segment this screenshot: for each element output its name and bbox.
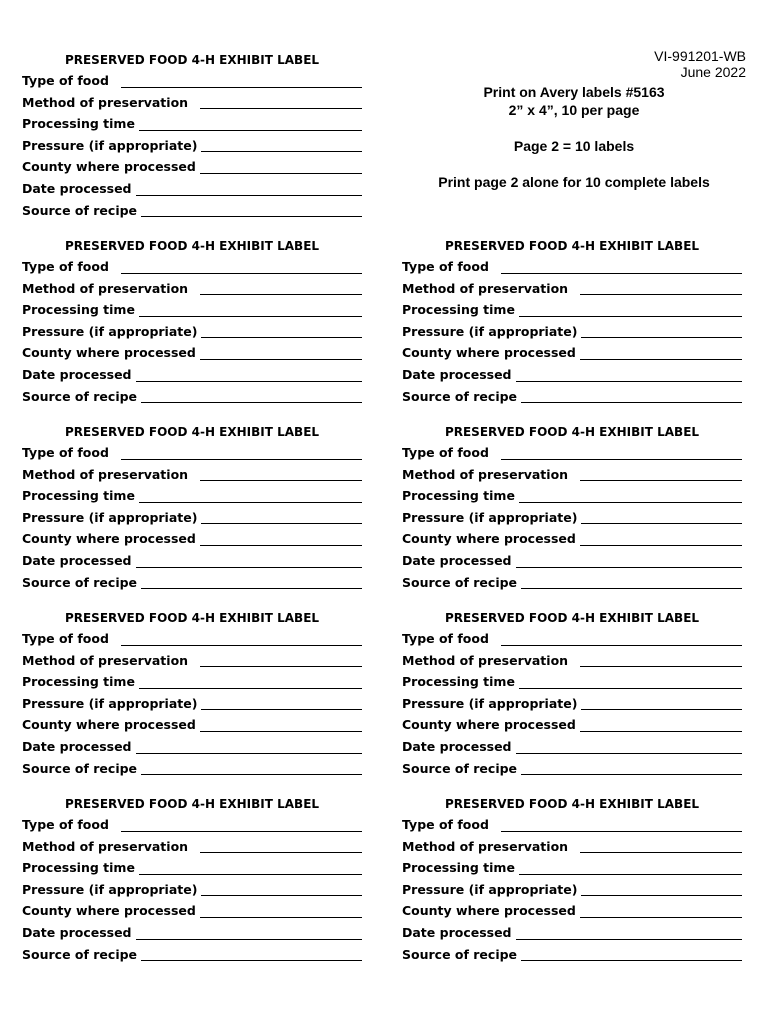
method-of-preservation-field[interactable]: [580, 652, 742, 667]
date-processed-label: Date processed: [402, 552, 512, 568]
method-of-preservation-field[interactable]: [580, 838, 742, 853]
date-processed-label: Date processed: [402, 366, 512, 382]
processing-time-label: Processing time: [22, 674, 135, 690]
source-of-recipe-field[interactable]: [141, 202, 362, 217]
processing-time-field[interactable]: [139, 488, 362, 503]
pressure-label: Pressure (if appropriate): [22, 509, 198, 525]
source-of-recipe-row: [22, 758, 362, 780]
type-of-food-row: [402, 628, 742, 650]
pressure-field[interactable]: [201, 881, 362, 896]
date-processed-label: Date processed: [22, 552, 132, 568]
processing-time-row: [22, 299, 362, 321]
pressure-label: Pressure (if appropriate): [22, 323, 198, 339]
county-field[interactable]: [200, 345, 362, 360]
processing-time-label: Processing time: [402, 674, 515, 690]
pressure-field[interactable]: [581, 509, 742, 524]
date-processed-field[interactable]: [136, 925, 362, 940]
processing-time-row: [402, 485, 742, 507]
method-of-preservation-row: [22, 92, 362, 114]
date-processed-label: Date processed: [402, 924, 512, 940]
pressure-row: [402, 507, 742, 529]
pressure-field[interactable]: [201, 323, 362, 338]
county-label: County where processed: [22, 903, 196, 919]
source-of-recipe-field[interactable]: [521, 946, 742, 961]
county-row: [22, 528, 362, 550]
method-of-preservation-row: [22, 464, 362, 486]
processing-time-label: Processing time: [22, 488, 135, 504]
county-row: [22, 900, 362, 922]
method-of-preservation-field[interactable]: [200, 280, 362, 295]
county-row: [402, 528, 742, 550]
source-of-recipe-row: [402, 572, 742, 594]
pressure-label: Pressure (if appropriate): [22, 137, 198, 153]
processing-time-row: [402, 299, 742, 321]
pressure-field[interactable]: [581, 695, 742, 710]
method-of-preservation-field[interactable]: [200, 94, 362, 109]
pressure-label: Pressure (if appropriate): [402, 881, 578, 897]
processing-time-field[interactable]: [139, 302, 362, 317]
type-of-food-label: Type of food: [402, 445, 489, 460]
county-row: [22, 156, 362, 178]
exhibit-label: [402, 236, 742, 407]
source-of-recipe-label: Source of recipe: [402, 760, 518, 776]
type-of-food-label: Type of food: [402, 631, 489, 646]
processing-time-field[interactable]: [139, 116, 362, 131]
source-of-recipe-field[interactable]: [141, 574, 362, 589]
county-field[interactable]: [200, 903, 362, 918]
method-of-preservation-label: Method of preservation: [22, 280, 189, 296]
date-processed-field[interactable]: [136, 181, 362, 196]
county-row: [402, 714, 742, 736]
pressure-row: [22, 693, 362, 715]
method-of-preservation-field[interactable]: [200, 652, 362, 667]
type-of-food-row: [22, 442, 362, 464]
method-of-preservation-row: [22, 836, 362, 858]
date-processed-field[interactable]: [516, 367, 742, 382]
label-title: PRESERVED FOOD 4-H EXHIBIT LABEL: [64, 611, 320, 625]
source-of-recipe-row: [402, 944, 742, 966]
processing-time-row: [402, 671, 742, 693]
type-of-food-row: [22, 70, 362, 92]
method-of-preservation-label: Method of preservation: [22, 466, 189, 482]
source-of-recipe-label: Source of recipe: [22, 388, 138, 404]
processing-time-label: Processing time: [402, 860, 515, 876]
document-header: [654, 48, 746, 80]
pressure-row: [22, 879, 362, 901]
pressure-row: [402, 321, 742, 343]
processing-time-label: Processing time: [22, 860, 135, 876]
processing-time-row: [22, 485, 362, 507]
source-of-recipe-label: Source of recipe: [22, 574, 138, 590]
type-of-food-field[interactable]: [501, 631, 742, 646]
processing-time-field[interactable]: [139, 674, 362, 689]
exhibit-label: [22, 236, 362, 407]
pressure-field[interactable]: [581, 323, 742, 338]
source-of-recipe-label: Source of recipe: [402, 388, 518, 404]
pressure-label: Pressure (if appropriate): [402, 695, 578, 711]
county-row: [22, 342, 362, 364]
county-label: County where processed: [402, 531, 576, 547]
source-of-recipe-row: [402, 758, 742, 780]
processing-time-row: [22, 857, 362, 879]
label-title: PRESERVED FOOD 4-H EXHIBIT LABEL: [64, 239, 320, 253]
processing-time-field[interactable]: [519, 302, 742, 317]
source-of-recipe-field[interactable]: [521, 388, 742, 403]
processing-time-field[interactable]: [139, 860, 362, 875]
county-row: [402, 900, 742, 922]
method-of-preservation-field[interactable]: [200, 466, 362, 481]
pressure-label: Pressure (if appropriate): [22, 881, 198, 897]
method-of-preservation-label: Method of preservation: [402, 466, 569, 482]
county-field[interactable]: [580, 345, 742, 360]
date-processed-row: [22, 922, 362, 944]
method-of-preservation-label: Method of preservation: [402, 838, 569, 854]
date-processed-row: [22, 550, 362, 572]
document-date: June 2022: [680, 64, 746, 80]
type-of-food-row: [402, 442, 742, 464]
type-of-food-row: [22, 814, 362, 836]
county-field[interactable]: [200, 159, 362, 174]
date-processed-row: [402, 550, 742, 572]
date-processed-field[interactable]: [136, 553, 362, 568]
type-of-food-field[interactable]: [501, 817, 742, 832]
processing-time-row: [22, 671, 362, 693]
label-title: PRESERVED FOOD 4-H EXHIBIT LABEL: [64, 425, 320, 439]
pressure-field[interactable]: [201, 137, 362, 152]
pressure-row: [22, 507, 362, 529]
date-processed-field[interactable]: [516, 739, 742, 754]
exhibit-label: [402, 608, 742, 779]
source-of-recipe-label: Source of recipe: [22, 760, 138, 776]
type-of-food-row: [22, 256, 362, 278]
print-instruction-size: 2” x 4”, 10 per page: [508, 102, 640, 118]
county-label: County where processed: [22, 345, 196, 361]
date-processed-label: Date processed: [22, 924, 132, 940]
type-of-food-label: Type of food: [402, 817, 489, 832]
type-of-food-label: Type of food: [22, 73, 109, 88]
pressure-label: Pressure (if appropriate): [402, 509, 578, 525]
county-label: County where processed: [22, 531, 196, 547]
source-of-recipe-label: Source of recipe: [402, 574, 518, 590]
date-processed-field[interactable]: [516, 925, 742, 940]
county-label: County where processed: [22, 717, 196, 733]
pressure-field[interactable]: [201, 695, 362, 710]
processing-time-field[interactable]: [519, 488, 742, 503]
type-of-food-label: Type of food: [22, 445, 109, 460]
document-code: VI-991201-WB: [654, 48, 746, 64]
label-title: PRESERVED FOOD 4-H EXHIBIT LABEL: [444, 425, 700, 439]
type-of-food-row: [402, 814, 742, 836]
date-processed-row: [402, 922, 742, 944]
date-processed-row: [22, 736, 362, 758]
method-of-preservation-label: Method of preservation: [22, 652, 189, 668]
type-of-food-label: Type of food: [402, 259, 489, 274]
type-of-food-row: [22, 628, 362, 650]
exhibit-label: [22, 50, 362, 221]
county-row: [22, 714, 362, 736]
source-of-recipe-row: [402, 386, 742, 408]
source-of-recipe-field[interactable]: [521, 574, 742, 589]
county-label: County where processed: [402, 903, 576, 919]
date-processed-field[interactable]: [516, 553, 742, 568]
pressure-row: [402, 693, 742, 715]
label-title: PRESERVED FOOD 4-H EXHIBIT LABEL: [64, 53, 320, 67]
print-instruction-alone: Print page 2 alone for 10 complete labels: [438, 174, 710, 190]
processing-time-label: Processing time: [22, 116, 135, 132]
county-label: County where processed: [22, 159, 196, 175]
exhibit-label: [22, 422, 362, 593]
date-processed-label: Date processed: [22, 738, 132, 754]
processing-time-row: [22, 113, 362, 135]
label-title: PRESERVED FOOD 4-H EXHIBIT LABEL: [444, 611, 700, 625]
print-instruction-page: Page 2 = 10 labels: [513, 138, 635, 154]
processing-time-label: Processing time: [22, 302, 135, 318]
date-processed-field[interactable]: [136, 367, 362, 382]
type-of-food-field[interactable]: [121, 259, 362, 274]
source-of-recipe-field[interactable]: [141, 946, 362, 961]
type-of-food-field[interactable]: [121, 445, 362, 460]
source-of-recipe-field[interactable]: [521, 760, 742, 775]
method-of-preservation-row: [22, 650, 362, 672]
processing-time-field[interactable]: [519, 674, 742, 689]
county-field[interactable]: [580, 903, 742, 918]
source-of-recipe-row: [22, 386, 362, 408]
source-of-recipe-row: [22, 200, 362, 222]
source-of-recipe-field[interactable]: [141, 760, 362, 775]
pressure-field[interactable]: [581, 881, 742, 896]
method-of-preservation-label: Method of preservation: [402, 652, 569, 668]
method-of-preservation-row: [402, 278, 742, 300]
print-instruction-avery: Print on Avery labels #5163: [483, 84, 665, 100]
pressure-row: [402, 879, 742, 901]
source-of-recipe-label: Source of recipe: [22, 202, 138, 218]
source-of-recipe-label: Source of recipe: [402, 946, 518, 962]
type-of-food-label: Type of food: [22, 631, 109, 646]
method-of-preservation-field[interactable]: [580, 466, 742, 481]
processing-time-label: Processing time: [402, 302, 515, 318]
county-label: County where processed: [402, 345, 576, 361]
type-of-food-field[interactable]: [121, 631, 362, 646]
method-of-preservation-field[interactable]: [200, 838, 362, 853]
date-processed-field[interactable]: [136, 739, 362, 754]
label-title: PRESERVED FOOD 4-H EXHIBIT LABEL: [64, 797, 320, 811]
pressure-field[interactable]: [201, 509, 362, 524]
exhibit-label: [22, 608, 362, 779]
date-processed-row: [22, 364, 362, 386]
county-field[interactable]: [580, 531, 742, 546]
method-of-preservation-field[interactable]: [580, 280, 742, 295]
processing-time-label: Processing time: [402, 488, 515, 504]
date-processed-label: Date processed: [22, 366, 132, 382]
type-of-food-row: [402, 256, 742, 278]
county-field[interactable]: [200, 531, 362, 546]
method-of-preservation-row: [402, 650, 742, 672]
date-processed-label: Date processed: [402, 738, 512, 754]
date-processed-row: [402, 736, 742, 758]
source-of-recipe-field[interactable]: [141, 388, 362, 403]
source-of-recipe-row: [22, 944, 362, 966]
method-of-preservation-label: Method of preservation: [22, 838, 189, 854]
pressure-row: [22, 321, 362, 343]
processing-time-row: [402, 857, 742, 879]
method-of-preservation-row: [402, 464, 742, 486]
county-field[interactable]: [200, 717, 362, 732]
county-label: County where processed: [402, 717, 576, 733]
label-title: PRESERVED FOOD 4-H EXHIBIT LABEL: [444, 797, 700, 811]
date-processed-row: [402, 364, 742, 386]
pressure-label: Pressure (if appropriate): [22, 695, 198, 711]
source-of-recipe-label: Source of recipe: [22, 946, 138, 962]
date-processed-label: Date processed: [22, 180, 132, 196]
type-of-food-field[interactable]: [501, 445, 742, 460]
county-row: [402, 342, 742, 364]
type-of-food-field[interactable]: [121, 817, 362, 832]
label-title: PRESERVED FOOD 4-H EXHIBIT LABEL: [444, 239, 700, 253]
method-of-preservation-label: Method of preservation: [22, 94, 189, 110]
type-of-food-field[interactable]: [121, 73, 362, 88]
method-of-preservation-label: Method of preservation: [402, 280, 569, 296]
type-of-food-label: Type of food: [22, 259, 109, 274]
pressure-label: Pressure (if appropriate): [402, 323, 578, 339]
method-of-preservation-row: [22, 278, 362, 300]
date-processed-row: [22, 178, 362, 200]
type-of-food-label: Type of food: [22, 817, 109, 832]
exhibit-label: [402, 794, 742, 965]
processing-time-field[interactable]: [519, 860, 742, 875]
pressure-row: [22, 135, 362, 157]
source-of-recipe-row: [22, 572, 362, 594]
type-of-food-field[interactable]: [501, 259, 742, 274]
exhibit-label: [22, 794, 362, 965]
county-field[interactable]: [580, 717, 742, 732]
exhibit-label: [402, 422, 742, 593]
method-of-preservation-row: [402, 836, 742, 858]
